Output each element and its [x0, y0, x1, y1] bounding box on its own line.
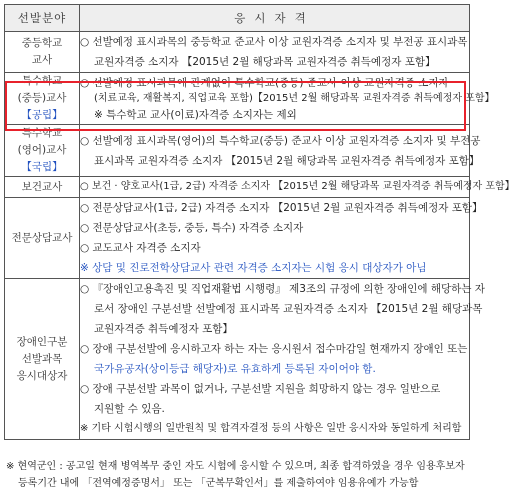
qualification-cell: [80, 198, 483, 279]
qualification-line: ○ 교도교사 자격증 소지자: [80, 242, 201, 254]
header-field: 선발분야: [5, 5, 80, 32]
table-row: [5, 125, 470, 177]
qualification-line: ○ 장애 구분선발 과목이 없거나, 구분선발 지원을 희망하지 않는 경우 일반으로: [80, 383, 441, 395]
field-line: 전문상담교사: [11, 231, 73, 244]
qualification-cell: [80, 279, 485, 440]
qualification-table: [4, 4, 515, 440]
qualification-cell: [80, 125, 481, 177]
field-cell: [5, 125, 80, 177]
qualification-cell: [80, 73, 495, 125]
field-line: 보건교사: [21, 180, 63, 193]
qualification-line: (치료교육, 재활복지, 직업교육 포함)【2015년 2월 해당과목 교원자격증 취득예정자 포함】: [94, 92, 495, 104]
field-cell: [5, 73, 80, 125]
field-line: 특수학교: [21, 75, 63, 87]
qualification-cell: [80, 32, 470, 73]
field-cell: [5, 279, 80, 440]
qualification-line: 지원할 수 있음.: [94, 403, 165, 415]
field-line: 선발과목: [21, 352, 63, 365]
qualification-line: ○ 보건 · 양호교사(1급, 2급) 자격증 소지자 【2015년 2월 해당과목 교원자격증 취득예정자 포함】: [80, 181, 515, 192]
footnote: [6, 458, 470, 492]
qualification-line: ○ 전문상담교사(초등, 중등, 특수) 자격증 소지자: [80, 222, 304, 234]
qualification-note: ※ 기타 시험시행의 일반원칙 및 합격자결정 등의 사항은 일반 응시자와 동일하게 처리함: [80, 423, 462, 434]
footnote-line: ※ 현역군인 : 공고일 현재 병역복무 중인 자도 시험에 응시할 수 있으며, 최종 합격하였을 경우 임용후보자: [6, 461, 465, 472]
qualification-line: ○ 선발예정 표시과목에 관계없이 특수학교(중등) 준교사 이상 교원자격증 소지자: [80, 76, 449, 89]
field-line: 중등학교: [21, 37, 63, 49]
qualification-line: ○ 장애 구분선발에 응시하고자 하는 자는 응시원서 접수마감일 현재까지 장애인 또는: [80, 343, 468, 355]
field-line: 특수학교: [21, 127, 63, 139]
qualification-line: 교원자격증 취득예정자 포함】: [94, 323, 233, 335]
field-subtitle: 【국립】: [21, 161, 63, 173]
qualification-line: ※ 특수학교 교사(이료)자격증 소지자는 제외: [94, 108, 297, 121]
field-subtitle: 【공립】: [21, 109, 63, 121]
field-cell: [5, 177, 80, 198]
header-qualification: 응시자격: [80, 5, 470, 32]
field-line: 교사: [31, 54, 53, 66]
field-line: 응시대상자: [16, 369, 68, 382]
footnote-line: 등록기간 내에 「전역예정증명서」 또는 「군복무확인서」를 제출하여야 임용유예가 가능함: [18, 478, 419, 489]
qualification-line: ○ 『장애인고용촉진 및 직업재활법 시행령』 제3조의 규정에 의한 장애인에 해당하는 자: [80, 283, 485, 295]
qualification-line: 교원자격증 소지자 【2015년 2월 해당과목 교원자격증 취득예정자 포함】: [94, 56, 436, 68]
field-cell: [5, 198, 80, 279]
field-line: 장애인구분: [16, 335, 68, 348]
qualification-note: ※ 상담 및 진로전학상담교사 관련 자격증 소지자는 시험 응시 대상자가 아님: [80, 262, 427, 274]
table-row: [5, 73, 470, 125]
table-row: [5, 198, 470, 279]
qualification-cell: [80, 177, 515, 198]
qualification-line: 로서 장애인 구분선발 선발예정 표시과목 교원자격증 소지자 【2015년 2월 해당과목: [94, 303, 483, 315]
table-row: [5, 32, 470, 73]
qualification-line: 국가유공자(상이등급 해당자)로 유효하게 등록된 자이어야 함.: [94, 363, 376, 375]
qualification-line: ○ 선발예정 표시과목의 중등학교 준교사 이상 교원자격증 소지자 및 부전공 표시과목: [80, 36, 468, 48]
field-line: (영어)교사: [17, 144, 67, 156]
table-row: [5, 177, 470, 198]
qualification-line: ○ 선발예정 표시과목(영어)의 특수학교(중등) 준교사 이상 교원자격증 소지자 및 부전공: [80, 134, 481, 147]
qualification-line: 표시과목 교원자격증 소지자 【2015년 2월 해당과목 교원자격증 취득예정자 포함】: [94, 154, 480, 167]
qualification-line: ○ 전문상담교사(1급, 2급) 자격증 소지자 【2015년 2월 교원자격증 취득예정자 포함】: [80, 202, 483, 214]
field-cell: [5, 32, 80, 73]
field-line: (중등)교사: [17, 92, 67, 104]
table-row: [5, 279, 470, 440]
table-header-row: [5, 5, 470, 32]
